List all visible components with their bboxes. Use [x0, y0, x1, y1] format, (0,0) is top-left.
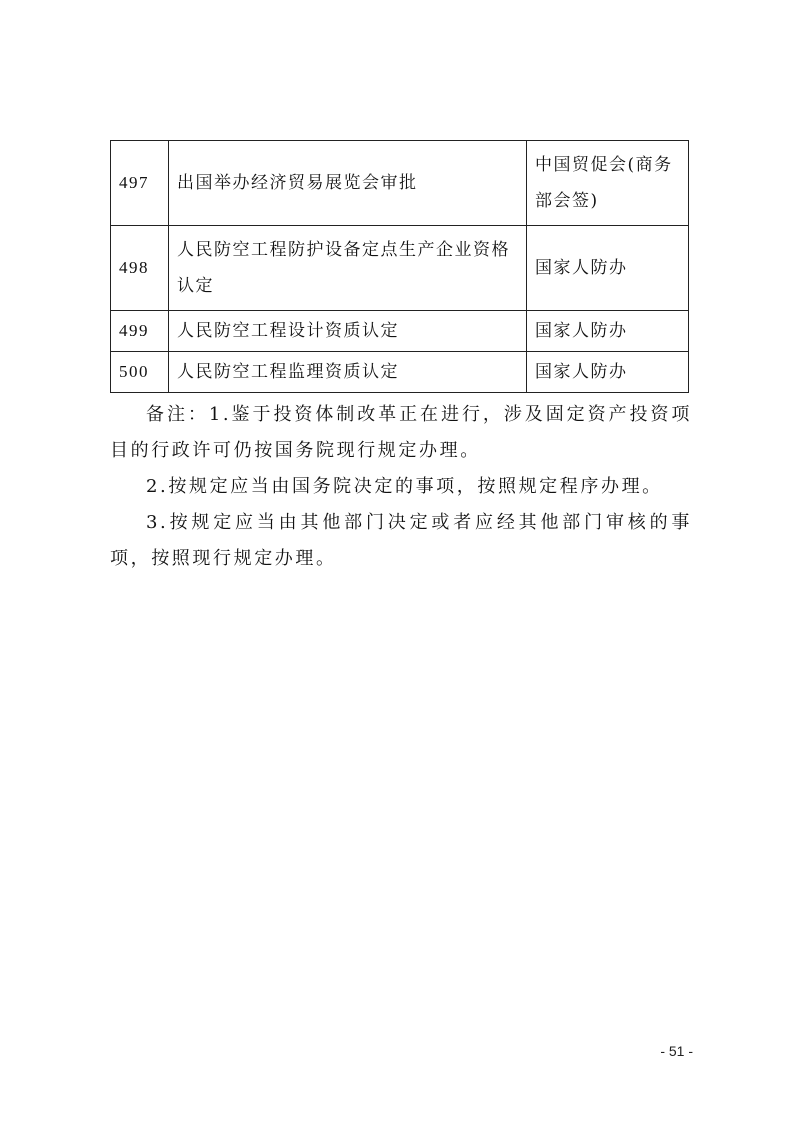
table-row — [111, 311, 689, 352]
remarks-section — [110, 397, 692, 577]
table-row — [111, 226, 689, 311]
item-name: 人民防空工程监理资质认定 — [169, 352, 527, 393]
item-name: 人民防空工程设计资质认定 — [169, 311, 527, 352]
item-number: 497 — [111, 141, 169, 226]
table-row — [111, 352, 689, 393]
remark-paragraph: 备注：1.鉴于投资体制改革正在进行，涉及固定资产投资项目的行政许可仍按国务院现行规定办理。 — [110, 404, 692, 461]
table-row — [111, 141, 689, 226]
item-number: 498 — [111, 226, 169, 311]
remark-paragraph: 2.按规定应当由国务院决定的事项，按照规定程序办理。 — [146, 476, 663, 497]
item-number: 499 — [111, 311, 169, 352]
approval-items-table — [110, 140, 689, 393]
item-number: 500 — [111, 352, 169, 393]
item-name: 出国举办经济贸易展览会审批 — [169, 141, 527, 226]
page-number: - 51 - — [660, 1043, 693, 1059]
item-department: 国家人防办 — [527, 352, 689, 393]
item-name: 人民防空工程防护设备定点生产企业资格认定 — [169, 226, 527, 311]
item-department: 国家人防办 — [527, 226, 689, 311]
item-department: 国家人防办 — [527, 311, 689, 352]
item-department: 中国贸促会(商务部会签) — [527, 141, 689, 226]
remark-paragraph: 3.按规定应当由其他部门决定或者应经其他部门审核的事项，按照现行规定办理。 — [110, 512, 692, 569]
